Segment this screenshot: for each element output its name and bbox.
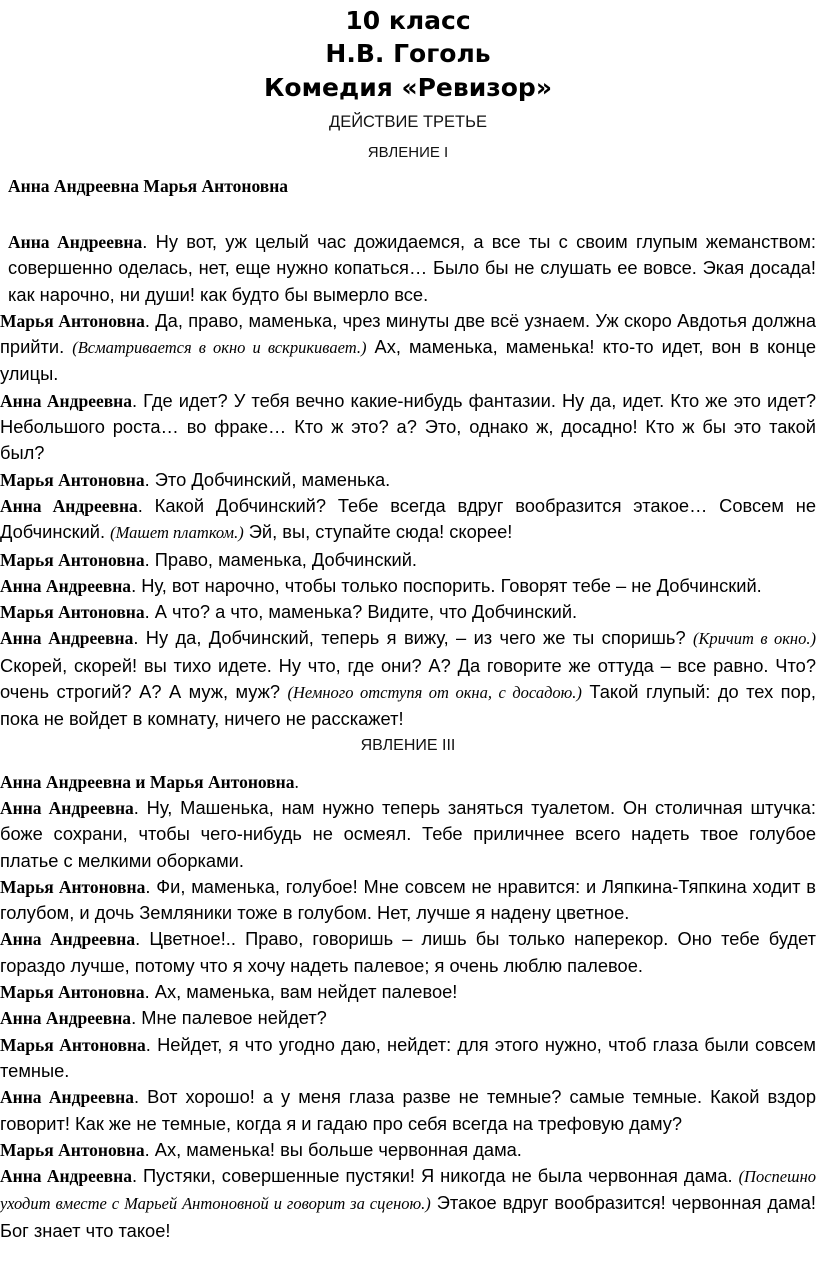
speaker-name: Марья Антоновна (0, 310, 145, 331)
dialogue-line (0, 493, 816, 547)
speech-text: . Ну, Машенька, нам нужно теперь заняться туалетом. Он столичная штучка: боже сохрани, чтобы чего-нибудь не осмеял. Тебе приличнее всего надеть твое голубое платье с мелкими оборками. (0, 797, 816, 871)
dialogue-line (0, 926, 816, 979)
speaker-name: Марья Антоновна (0, 602, 145, 623)
speech-text: . Ах, маменька, вам нейдет палевое! (144, 981, 458, 1003)
speaker-name: Анна Андреевна (8, 232, 143, 252)
stage-direction: (Кричит в окно.) (692, 629, 816, 649)
scene-1-cast: Анна Андреевна Марья Антоновна (8, 176, 289, 196)
scene-3-cast-names: Анна Андреевна и Марья Антоновна (0, 772, 295, 792)
speech-text: . А что? а что, маменька? Видите, что Добчинский. (144, 601, 578, 623)
speech-text: Ах, маменька, маменька! кто-то идет, вон в конце улицы. (0, 336, 816, 385)
dialogue-line (0, 467, 816, 493)
speech-text: Скорей, скорей! вы тихо идете. Ну что, где они? А? Да говорите же оттуда – все равно. Что? очень строгий? А? А муж, муж? (0, 654, 816, 703)
dialogue-line (0, 573, 816, 599)
grade-heading: 10 класс (345, 6, 471, 35)
speaker-name: Анна Андреевна (0, 929, 136, 950)
speech-text: . Нейдет, я что угодно даю, нейдет: для этого нужно, чтоб глаза были совсем темные. (0, 1033, 816, 1081)
dialogue-line (0, 1084, 816, 1137)
author-heading: Н.В. Гоголь (325, 39, 491, 68)
speech-text: . Мне палевое нейдет? (131, 1007, 327, 1029)
stage-direction: (Поспешно уходит вместе с Марьей Антоновной и говорит за сценою.) (0, 1167, 816, 1214)
speech-text: . Ну да, Добчинский, теперь я вижу, – из чего же ты споришь? (133, 627, 693, 649)
speech-text: . Это Добчинский, маменька. (144, 468, 391, 490)
speech-text: . Где идет? У тебя вечно какие-нибудь фантазии. Ну да, идет. Кто же это идет? Небольшого роста… во фраке… Кто ж это? а? Это, однако ж, досадно! Кто ж бы это такой был? (0, 389, 816, 464)
speech-text: . Ну вот, уж целый час дожидаемся, а все ты с своим глупым жеманством: совершенно оделась, нет, еще нужно копаться… Было бы не слушать ее вовсе. Экая досада! как нарочно, ни души! как будто бы вымерло все. (8, 231, 816, 305)
speaker-name: Марья Антоновна (0, 1034, 146, 1055)
scene-3-cast (0, 772, 299, 793)
speech-text: Эй, вы, ступайте сюда! скорее! (243, 521, 513, 543)
stage-direction: (Немного отступя от окна, с досадою.) (287, 683, 582, 703)
speaker-name: Марья Антоновна (0, 549, 145, 570)
dialogue-line (0, 308, 816, 388)
speaker-name: Марья Антоновна (0, 469, 145, 490)
speech-text: . Вот хорошо! а у меня глаза разве не темные? самые темные. Какой вздор говорит! Как же не темные, когда я и гадаю про себя всегда на трефовую даму? (0, 1086, 816, 1134)
speaker-name: Анна Андреевна (0, 628, 134, 649)
dialogue-line (0, 388, 816, 467)
speech-text: . Ах, маменька! вы больше червонная дама. (144, 1138, 522, 1160)
speech-text: Этакое вдруг вообразится! червонная дама! Бог знает что такое! (0, 1192, 816, 1241)
dialogue-line (0, 625, 816, 732)
speaker-name: Анна Андреевна (0, 1008, 132, 1029)
speech-text: . Какой Добчинский? Тебе всегда вдруг вообразится этакое… Совсем не Добчинский. (0, 494, 816, 543)
speech-text: . Да, право, маменька, чрез минуты две всё узнаем. Уж скоро Авдотья должна прийти. (0, 309, 816, 358)
work-title: Комедия «Ревизор» (264, 73, 552, 102)
speech-text: . Право, маменька, Добчинский. (144, 548, 417, 570)
scene-3-heading: ЯВЛЕНИЕ III (360, 737, 456, 754)
scene-1-dialogue (0, 229, 816, 733)
speaker-name: Марья Антоновна (0, 1139, 145, 1160)
speech-text: Такой глупый: до тех пор, пока не войдет в комнату, ничего не расскажет! (0, 681, 816, 730)
dialogue-line (0, 229, 816, 308)
speaker-name: Анна Андреевна (0, 1087, 135, 1108)
speaker-name: Марья Антоновна (0, 982, 145, 1003)
speaker-name: Анна Андреевна (0, 575, 132, 596)
speech-text: . Ну, вот нарочно, чтобы только поспорить. Говорят тебе – не Добчинский. (131, 574, 762, 596)
dialogue-line (0, 874, 816, 927)
speaker-name: Анна Андреевна (0, 495, 138, 516)
speech-text: . Цветное!.. Право, говоришь – лишь бы только наперекор. Оно тебе будет гораздо лучше, потому что я хочу надеть палевое; я очень люблю палевое. (0, 928, 816, 976)
speaker-name: Анна Андреевна (0, 390, 133, 411)
dialogue-line (0, 979, 816, 1005)
scene-3-cast-period: . (294, 772, 299, 792)
speaker-name: Марья Антоновна (0, 876, 146, 897)
speaker-name: Анна Андреевна (0, 1166, 132, 1187)
dialogue-line (0, 1137, 816, 1163)
dialogue-line (0, 1032, 816, 1085)
speech-text: . Фи, маменька, голубое! Мне совсем не нравится: и Ляпкина-Тяпкина ходит в голубом, и дочь Земляники тоже в голубом. Нет, лучше я надену цветное. (0, 875, 816, 924)
dialogue-line (0, 599, 816, 625)
scene-1-heading: ЯВЛЕНИЕ I (367, 144, 449, 161)
dialogue-line (0, 547, 816, 573)
dialogue-line (0, 1005, 816, 1031)
stage-direction: (Машет платком.) (110, 523, 244, 543)
speech-text: . Пустяки, совершенные пустяки! Я никогда не была червонная дама. (131, 1165, 739, 1187)
dialogue-line (0, 795, 816, 874)
speaker-name: Анна Андреевна (0, 798, 134, 818)
act-heading: ДЕЙСТВИЕ ТРЕТЬЕ (329, 113, 487, 131)
scene-3-dialogue (0, 795, 816, 1244)
dialogue-line (0, 1163, 816, 1244)
stage-direction: (Всматривается в окно и вскрикивает.) (72, 338, 367, 358)
